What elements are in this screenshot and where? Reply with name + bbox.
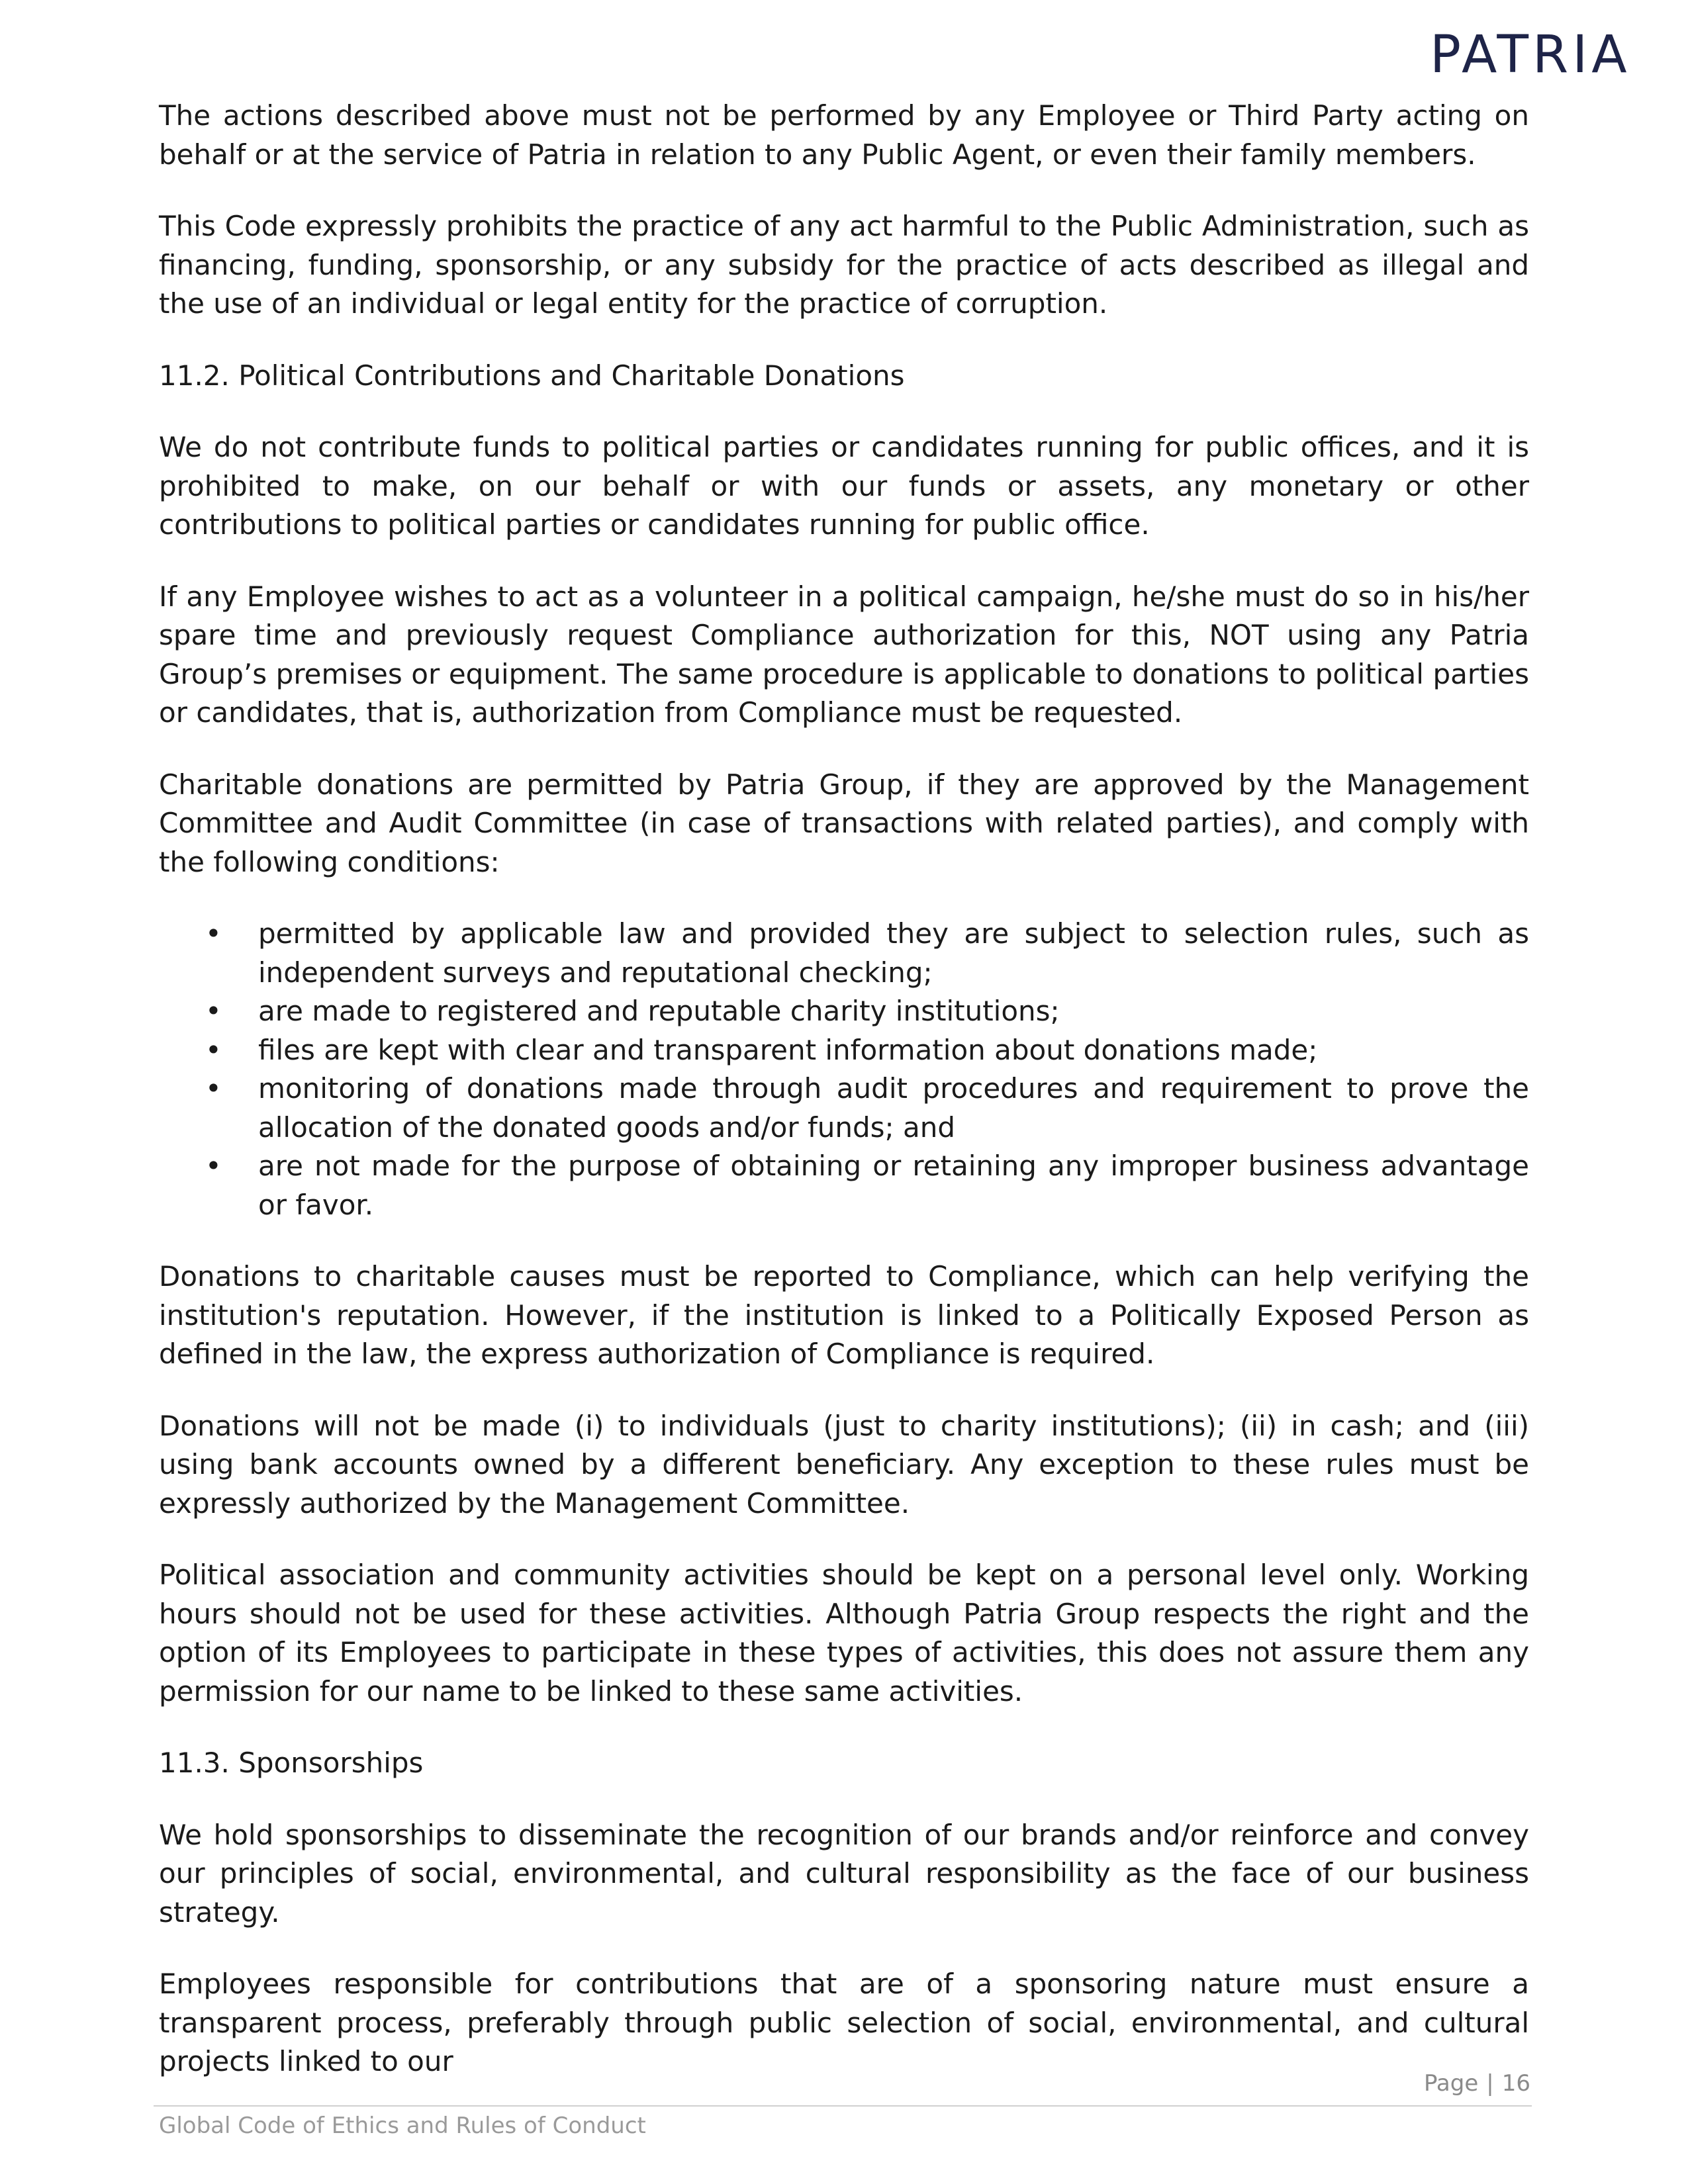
section-heading-11-3: 11.3. Sponsorships (159, 1747, 424, 1779)
list-item (159, 1031, 1529, 1070)
bullet-icon: • (205, 1033, 222, 1066)
list-item (159, 1069, 1529, 1147)
bullet-icon: • (205, 1072, 222, 1105)
page-number (1424, 2070, 1530, 2097)
document-body (159, 97, 1529, 2115)
paragraph: The actions described above must not be performed by any Employee or Third Party acting on behalf or at the service of Patria in relation to any Public Agent, or even their family members. (159, 99, 1529, 171)
list-item-text: permitted by applicable law and provided they are subject to selection rules, such as independent surveys and reputational checking; (258, 917, 1529, 989)
list-item (159, 992, 1529, 1031)
bullet-icon: • (205, 1150, 222, 1182)
bullet-icon: • (205, 917, 222, 950)
footer-document-title: Global Code of Ethics and Rules of Conduct (159, 2113, 646, 2139)
paragraph: This Code expressly prohibits the practice of any act harmful to the Public Administration, such as financing, funding, sponsorship, or any subsidy for the practice of acts described as illegal and the use of an individual or legal entity for the practice of corruption. (159, 210, 1529, 320)
paragraph: Donations will not be made (i) to individuals (just to charity institutions); (ii) in cash; and (iii) using bank accounts owned by a different beneficiary. Any exception to these rules must be expressly authorized by the Management Committee. (159, 1409, 1529, 1520)
paragraph: We do not contribute funds to political parties or candidates running for public offices, and it is prohibited to make, on our behalf or with our funds or assets, any monetary or other contributions to political parties or candidates running for public office. (159, 431, 1529, 541)
list-item-text: are not made for the purpose of obtaining or retaining any improper business advantage or favor. (258, 1150, 1529, 1221)
page-label: Page (1423, 2070, 1479, 2097)
paragraph: If any Employee wishes to act as a volunteer in a political campaign, he/she must do so in his/her spare time and previously request Compliance authorization for this, NOT using any Patria Group’s premises or equipment. The same procedure is applicable to donations to political parties or candidates, that is, authorization from Compliance must be requested. (159, 580, 1529, 729)
patria-logo: PATRIA (1430, 25, 1631, 85)
conditions-list (159, 915, 1529, 1224)
paragraph: Charitable donations are permitted by Patria Group, if they are approved by the Management Committee and Audit Committee (in case of transactions with related parties), and comply with the following conditions: (159, 768, 1529, 878)
paragraph: Donations to charitable causes must be reported to Compliance, which can help verifying the institution's reputation. However, if the institution is linked to a Politically Exposed Person as defined in the law, the express authorization of Compliance is required. (159, 1260, 1529, 1370)
bullet-icon: • (205, 995, 222, 1027)
list-item (159, 915, 1529, 992)
paragraph: Employees responsible for contributions that are of a sponsoring nature must ensure a transparent process, preferably through public selection of social, environmental, and cultural projects linked to our (159, 1968, 1529, 2077)
list-item-text: monitoring of donations made through audit procedures and requirement to prove the allocation of the donated goods and/or funds; and (258, 1072, 1529, 1144)
paragraph: We hold sponsorships to disseminate the recognition of our brands and/or reinforce and convey our principles of social, environmental, and cultural responsibility as the face of our business strategy. (159, 1818, 1529, 1929)
list-item-text: are made to registered and reputable charity institutions; (258, 995, 1060, 1027)
list-item (159, 1147, 1529, 1224)
section-heading-11-2: 11.2. Political Contributions and Charitable Donations (159, 359, 905, 392)
page-number-value: 16 (1501, 2070, 1530, 2097)
footer-divider (154, 2105, 1532, 2107)
paragraph: Political association and community activities should be kept on a personal level only. Working hours should not be used for these activities. Although Patria Group respects the right and the option of its Employees to participate in these types of activities, this does not assure them any permission for our name to be linked to these same activities. (159, 1559, 1529, 1707)
list-item-text: files are kept with clear and transparent information about donations made; (258, 1033, 1318, 1066)
page-separator: | (1486, 2070, 1494, 2097)
